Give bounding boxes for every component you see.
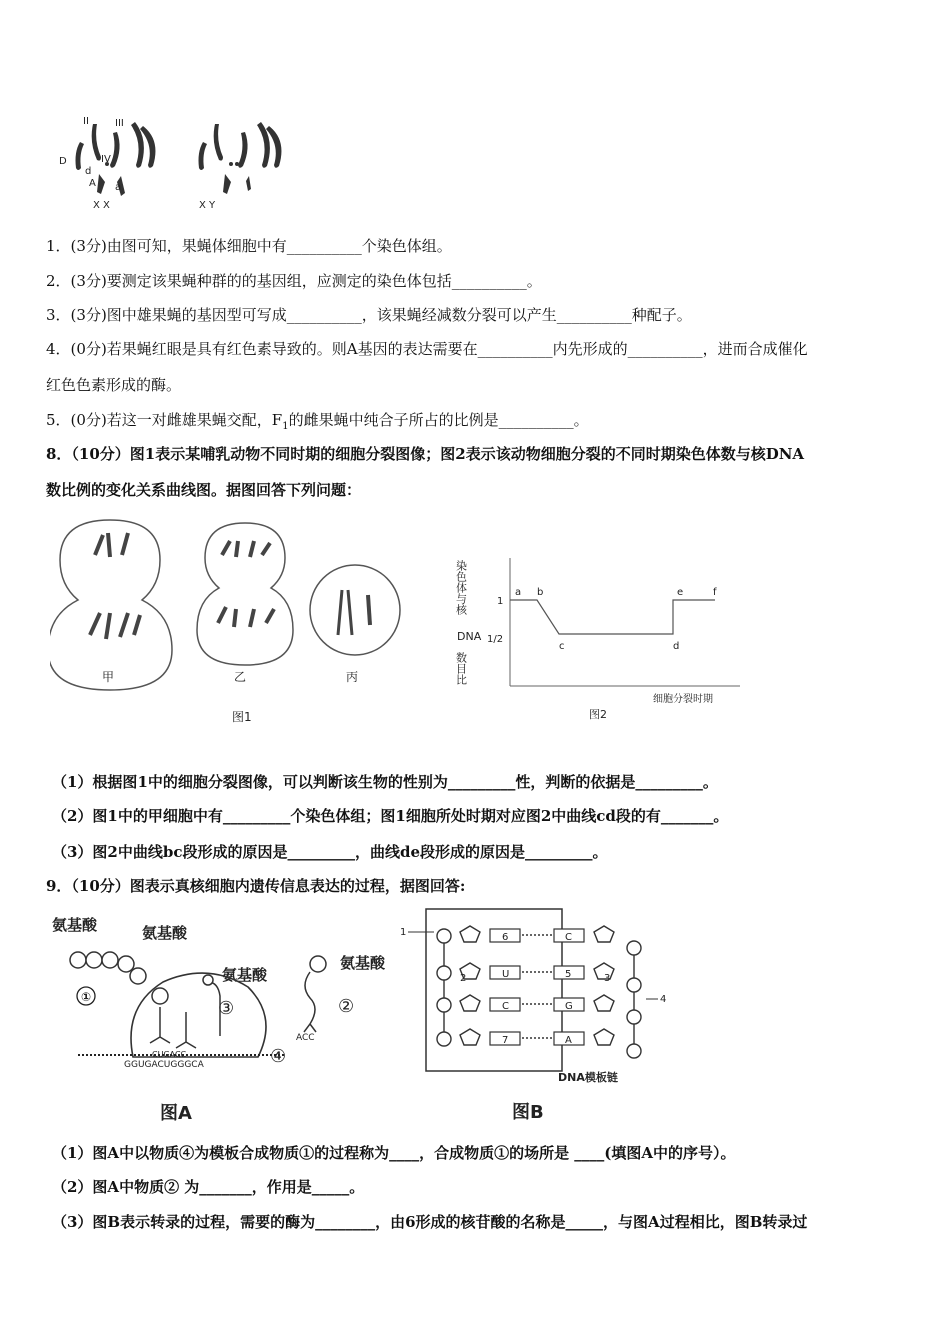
figA-number-1-text: ①	[81, 990, 92, 1004]
figA-amino-acid-4: 氨基酸	[340, 954, 386, 972]
figB-number-3: 3	[604, 973, 611, 984]
fig2-ylabel-dna: DNA	[457, 630, 482, 643]
q7-item-5-post: 的雌果蝇中纯合子所占的比例是__________。	[288, 411, 589, 429]
cell-bing-label: 丙	[346, 670, 359, 684]
figure-1-caption: 图1	[232, 710, 252, 724]
fig2-point-labels	[515, 587, 717, 652]
figB-sugar-right	[594, 1029, 614, 1045]
figB-phosphate-left	[437, 1032, 451, 1046]
figA-anticodon: CUGACC	[152, 1050, 187, 1059]
q8-subquestion-3: （3）图2中曲线bc段形成的原因是_________，曲线de段形成的原因是_________。	[52, 843, 608, 861]
label-ii-female: II	[83, 116, 89, 127]
figB-base-right-label: G	[565, 1001, 573, 1012]
figA-number-3	[218, 998, 234, 1019]
fruit-fly-chromosome-figure	[55, 112, 305, 212]
figA-mrna-sequence: GGUGACUGGGCA	[124, 1060, 204, 1070]
figA-amino-acid-1: 氨基酸	[52, 916, 98, 934]
q9-heading: 9．（10分）图表示真核细胞内遗传信息表达的过程，据图回答:	[46, 877, 466, 895]
q8-heading-a: 8．（10分）图1表示某哺乳动物不同时期的细胞分裂图像；图2表示该动物细胞分裂的不同时期染色体数与核DNA	[46, 445, 805, 463]
label-D-female: D	[59, 156, 67, 167]
fig2-point-label-b: b	[537, 587, 544, 598]
q7-item-5-sub: 1	[282, 421, 289, 432]
figB-sugar-right	[594, 995, 614, 1011]
q8-heading-b: 数比例的变化关系曲线图。据图回答下列问题：	[46, 481, 362, 499]
fig2-xlabel: 细胞分裂时期	[653, 694, 713, 705]
figB-template-strand-label: DNA模板链	[558, 1071, 618, 1084]
label-iv-female: IV	[101, 154, 111, 165]
figB-base-left-label: 7	[502, 1035, 509, 1046]
figA-trnas	[150, 975, 220, 1048]
q7-item-4b: 红色色素形成的酶。	[46, 376, 182, 394]
fig2-point-label-c: c	[559, 641, 565, 652]
figB-base-left-label: 6	[502, 932, 509, 943]
cell-bing	[310, 565, 400, 655]
figB-phosphate-right	[627, 1010, 641, 1024]
figA-number-2	[338, 996, 354, 1017]
figA-number-3-text: ③	[218, 998, 235, 1019]
fig2-y-label	[455, 559, 482, 685]
figB-number-4: 4	[660, 994, 667, 1005]
figB-number-2: 2	[460, 973, 467, 984]
figB-number-1: 1	[400, 927, 407, 938]
cell-jia	[50, 520, 172, 690]
fig2-point-label-d: d	[673, 641, 680, 652]
fig2-ylabel-bottom: 数目比	[455, 652, 468, 685]
q7-item-5	[46, 410, 589, 437]
figA-amino-acid-2: 氨基酸	[142, 924, 188, 942]
figB-base-left-label: U	[502, 969, 510, 980]
q7-item-4a: 4．(0分)若果蝇红眼是具有红色素导致的。则A基因的表达需要在__________内先形成的__________，进而合成催化	[46, 340, 808, 358]
figB-caption: 图B	[512, 1102, 544, 1123]
figB-phosphate-left	[437, 998, 451, 1012]
figB-base-right-label: 5	[565, 969, 572, 980]
figB-base-left-label: C	[502, 1001, 509, 1012]
fig2-ylabel-top: 染色体与核	[455, 560, 468, 615]
q9-subquestion-1: （1）图A中以物质④为模板合成物质①的过程称为____，合成物质①的场所是 ____(填图A中的序号）。	[52, 1144, 736, 1162]
figB-sugar-left	[460, 995, 480, 1011]
label-xy: X Y	[199, 200, 216, 211]
q8-subquestion-1: （1）根据图1中的细胞分裂图像，可以判断该生物的性别为_________性，判断的依据是_________。	[52, 773, 718, 791]
figA-ribosome	[131, 973, 266, 1057]
q7-item-2: 2．(3分)要测定该果蝇种群的的基因组，应测定的染色体包括__________。	[46, 272, 542, 290]
figA-number-1	[77, 987, 95, 1005]
figB-phosphate-right	[627, 978, 641, 992]
figA-caption: 图A	[160, 1103, 192, 1124]
fig2-point-label-f: f	[713, 587, 717, 598]
q7-item-3: 3．(3分)图中雄果蝇的基因型可写成__________，该果蝇经减数分裂可以产生__________种配子。	[46, 306, 692, 324]
figB-phosphate-left	[437, 929, 451, 943]
male-karyotype	[199, 122, 282, 194]
figB-base-right-label: A	[565, 1035, 572, 1046]
figA-number-2-text: ②	[338, 996, 355, 1017]
label-A-female: A	[89, 178, 96, 189]
figB-phosphate-right	[627, 941, 641, 955]
figA-number-4-text: ④	[270, 1046, 287, 1067]
fig2-point-label-a: a	[515, 587, 522, 598]
label-iii-female: III	[115, 118, 124, 129]
cell-yi	[197, 523, 293, 665]
fig2-tick-1: 1	[497, 596, 504, 607]
figA-amino-acid-3: 氨基酸	[222, 966, 268, 984]
transcription-figure-b	[398, 905, 698, 1130]
cell-division-figure-1	[50, 515, 440, 735]
cell-yi-label: 乙	[234, 670, 247, 684]
label-d-female: d	[85, 166, 92, 177]
q7-item-5-pre: 5．(0分)若这一对雌雄果蝇交配，F	[46, 411, 283, 429]
figA-number-4	[270, 1046, 286, 1067]
fig2-point-label-e: e	[677, 587, 684, 598]
figB-base-right-label: C	[565, 932, 572, 943]
translation-figure-a	[48, 912, 398, 1127]
figure-2-caption: 图2	[589, 708, 607, 721]
figA-acc-label: ACC	[296, 1033, 315, 1043]
fig2-curve	[510, 600, 715, 634]
figB-phosphate-left	[437, 966, 451, 980]
figB-sugar-right	[594, 926, 614, 942]
figB-rows	[437, 926, 641, 1058]
q8-subquestion-2: （2）图1中的甲细胞中有_________个染色体组；图1细胞所处时期对应图2中曲线cd段的有_______。	[52, 807, 729, 825]
label-xx: X X	[93, 200, 110, 211]
q7-item-1: 1．(3分)由图可知，果蝇体细胞中有__________个染色体组。	[46, 237, 452, 255]
label-a-female: a	[115, 182, 122, 193]
q9-subquestion-3: （3）图B表示转录的过程，需要的酶为________，由6形成的核苷酸的名称是_____，与图A过程相比，图B转录过	[52, 1213, 808, 1231]
q9-subquestion-2: （2）图A中物质② 为_______，作用是_____。	[52, 1178, 365, 1196]
figB-sugar-left	[460, 1029, 480, 1045]
chromosome-dna-ratio-figure-2	[455, 548, 755, 728]
figB-sugar-left	[460, 926, 480, 942]
figB-phosphate-right	[627, 1044, 641, 1058]
fig2-tick-half: 1/2	[487, 634, 504, 645]
cell-jia-label: 甲	[102, 670, 115, 684]
figA-free-trna	[304, 956, 326, 1032]
